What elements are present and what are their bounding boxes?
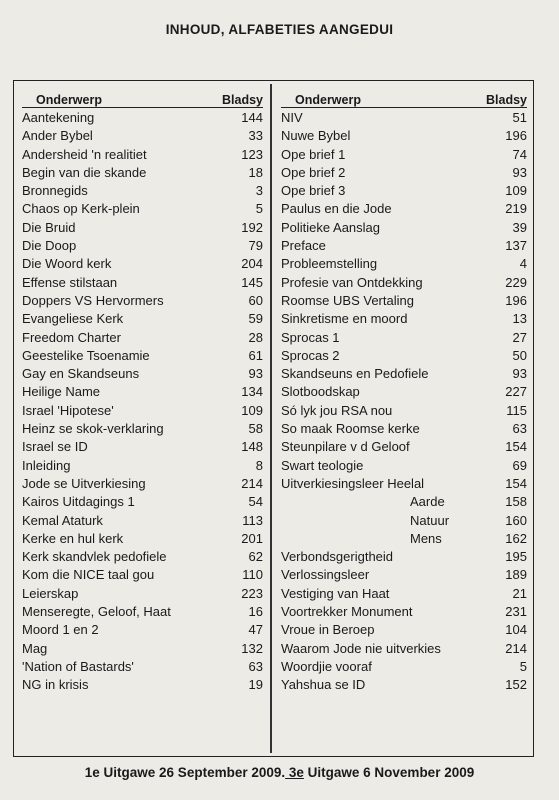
index-row xyxy=(22,310,263,328)
first-edition: 1e Uitgawe 26 September 2009. xyxy=(84,765,286,780)
index-row xyxy=(281,676,527,694)
page-number: 145 xyxy=(241,274,263,290)
topic-text: Natuur xyxy=(410,512,450,528)
left-column-header xyxy=(22,94,263,108)
page-number: 148 xyxy=(241,439,263,455)
page-number: 154 xyxy=(505,439,527,455)
index-row xyxy=(281,329,527,347)
topic-text: Jode se Uitverkiesing xyxy=(22,475,146,491)
index-row xyxy=(22,255,263,273)
index-row xyxy=(281,512,527,530)
index-row xyxy=(281,237,527,255)
page-number: 132 xyxy=(241,640,263,656)
topic-text: Uitverkiesingsleer Heelal xyxy=(281,475,425,491)
index-row xyxy=(22,512,263,530)
index-row xyxy=(22,383,263,401)
index-row xyxy=(281,420,527,438)
index-row xyxy=(281,621,527,639)
index-row xyxy=(281,475,527,493)
page-number: 27 xyxy=(512,329,527,345)
page-number: 79 xyxy=(248,238,263,254)
topic-text: Leierskap xyxy=(22,585,79,601)
page-number: 196 xyxy=(505,128,527,144)
topic-text: Profesie van Ontdekking xyxy=(281,274,423,290)
index-row xyxy=(281,585,527,603)
index-row xyxy=(22,621,263,639)
topic-text: Waarom Jode nie uitverkies xyxy=(281,640,441,656)
page-number: 214 xyxy=(505,640,527,656)
page-number: 93 xyxy=(248,366,263,382)
right-column-header xyxy=(281,94,527,108)
index-row xyxy=(281,457,527,475)
topic-text: Swart teologie xyxy=(281,457,364,473)
page-number: 16 xyxy=(248,604,263,620)
page-number: 93 xyxy=(512,366,527,382)
page-number: 144 xyxy=(241,110,263,125)
index-row xyxy=(22,146,263,164)
topic-text: Geestelike Tsoenamie xyxy=(22,347,150,363)
left-column xyxy=(22,94,263,695)
index-row xyxy=(22,566,263,584)
page-number: 21 xyxy=(512,585,527,601)
index-row xyxy=(22,164,263,182)
topic-text: Só lyk jou RSA nou xyxy=(281,402,393,418)
page-number: 104 xyxy=(505,622,527,638)
index-row xyxy=(22,548,263,566)
index-row xyxy=(22,493,263,511)
third-edition-number: 3e xyxy=(285,765,304,780)
page-number: 28 xyxy=(248,329,263,345)
topic-text: Verlossingsleer xyxy=(281,567,370,583)
topic-text: Effense stilstaan xyxy=(22,274,118,290)
topic-text: Gay en Skandseuns xyxy=(22,366,140,382)
page-number: 3 xyxy=(255,183,263,199)
topic-text: Aarde xyxy=(410,494,445,510)
page-number: 123 xyxy=(241,146,263,162)
topic-text: Heinz se skok-verklaring xyxy=(22,421,164,437)
page-number: 69 xyxy=(512,457,527,473)
index-row xyxy=(281,566,527,584)
page-number: 204 xyxy=(241,256,263,272)
topic-text: Bronnegids xyxy=(22,183,88,199)
topic-text: Ope brief 1 xyxy=(281,146,346,162)
index-row xyxy=(22,402,263,420)
topic-text: Israel se ID xyxy=(22,439,88,455)
topic-text: Kairos Uitdagings 1 xyxy=(22,494,135,510)
index-row xyxy=(22,292,263,310)
page-number: 154 xyxy=(505,475,527,491)
index-row xyxy=(22,219,263,237)
index-row xyxy=(281,365,527,383)
topic-text: Mag xyxy=(22,640,48,656)
page-number: 137 xyxy=(505,238,527,254)
topic-header: Onderwerp xyxy=(295,93,361,107)
page-title: INHOUD, ALFABETIES AANGEDUI xyxy=(165,22,394,37)
page-number: 189 xyxy=(505,567,527,583)
index-row xyxy=(22,365,263,383)
topic-text: Menseregte, Geloof, Haat xyxy=(22,604,171,620)
index-row xyxy=(22,200,263,218)
topic-text: Doppers VS Hervormers xyxy=(22,292,164,308)
page-number: 134 xyxy=(241,384,263,400)
page-number: 8 xyxy=(255,457,263,473)
topic-text: Kom die NICE taal gou xyxy=(22,567,155,583)
index-row xyxy=(22,457,263,475)
topic-text: Sprocas 1 xyxy=(281,329,340,345)
page-number: 61 xyxy=(248,347,263,363)
topic-text: Begin van die skande xyxy=(22,164,147,180)
index-row xyxy=(22,640,263,658)
index-row xyxy=(22,676,263,694)
index-row xyxy=(281,127,527,145)
page-number: 231 xyxy=(505,604,527,620)
topic-text: Heilige Name xyxy=(22,384,101,400)
page-header: Bladsy xyxy=(222,93,263,107)
index-row xyxy=(281,274,527,292)
topic-text: Ope brief 3 xyxy=(281,183,346,199)
topic-text: Probleemstelling xyxy=(281,256,378,272)
page-number: 160 xyxy=(505,512,527,528)
page-header: Bladsy xyxy=(486,93,527,107)
index-row xyxy=(22,420,263,438)
index-row xyxy=(22,109,263,127)
index-row xyxy=(22,658,263,676)
page-number: 33 xyxy=(248,128,263,144)
topic-text: Die Doop xyxy=(22,238,77,254)
page-number: 109 xyxy=(505,183,527,199)
right-rows xyxy=(281,109,527,695)
index-row xyxy=(22,237,263,255)
column-divider xyxy=(270,84,272,753)
page-number: 196 xyxy=(505,292,527,308)
index-row xyxy=(281,658,527,676)
page-number: 229 xyxy=(505,274,527,290)
page-number: 74 xyxy=(512,146,527,162)
topic-text: Politieke Aanslag xyxy=(281,219,381,235)
index-row xyxy=(281,402,527,420)
index-row xyxy=(281,347,527,365)
index-row xyxy=(281,292,527,310)
index-row xyxy=(22,438,263,456)
page-number: 115 xyxy=(506,402,527,418)
topic-text: Yahshua se ID xyxy=(281,677,366,693)
page-number: 39 xyxy=(512,219,527,235)
topic-text: Ander Bybel xyxy=(22,128,93,144)
page-number: 110 xyxy=(242,567,263,583)
page-number: 214 xyxy=(241,475,263,491)
topic-text: Inleiding xyxy=(22,457,71,473)
topic-text: Voortrekker Monument xyxy=(281,604,413,620)
page-number: 60 xyxy=(248,292,263,308)
topic-text: Chaos op Kerk-plein xyxy=(22,201,140,217)
index-row xyxy=(22,182,263,200)
page-number: 54 xyxy=(248,494,263,510)
index-row xyxy=(281,109,527,127)
topic-text: Andersheid 'n realitiet xyxy=(22,146,147,162)
topic-text: Freedom Charter xyxy=(22,329,121,345)
page-number: 4 xyxy=(519,256,527,272)
topic-text: Die Bruid xyxy=(22,219,76,235)
topic-text: Woordjie vooraf xyxy=(281,658,372,674)
third-edition: Uitgawe 6 November 2009 xyxy=(303,765,475,780)
topic-text: NIV xyxy=(281,110,303,125)
page-number: 227 xyxy=(505,384,527,400)
index-row xyxy=(22,274,263,292)
page-number: 162 xyxy=(505,530,527,546)
page-number: 63 xyxy=(512,421,527,437)
topic-text: 'Nation of Bastards' xyxy=(22,658,134,674)
page-number: 47 xyxy=(248,622,263,638)
topic-text: So maak Roomse kerke xyxy=(281,421,420,437)
index-row xyxy=(22,347,263,365)
page-number: 19 xyxy=(248,677,263,693)
index-row xyxy=(281,164,527,182)
page-number: 58 xyxy=(248,421,263,437)
page-number: 63 xyxy=(248,658,263,674)
index-row xyxy=(22,585,263,603)
topic-text: Slotboodskap xyxy=(281,384,360,400)
page-number: 158 xyxy=(505,494,527,510)
index-row xyxy=(281,603,527,621)
topic-text: Kemal Ataturk xyxy=(22,512,103,528)
topic-text: Vroue in Beroep xyxy=(281,622,375,638)
page-number: 192 xyxy=(241,219,263,235)
index-row xyxy=(281,255,527,273)
index-row xyxy=(281,310,527,328)
topic-text: Kerk skandvlek pedofiele xyxy=(22,549,167,565)
index-row xyxy=(281,530,527,548)
edition-footer xyxy=(0,765,559,780)
page-number: 195 xyxy=(505,549,527,565)
topic-text: Evangeliese Kerk xyxy=(22,311,124,327)
index-row xyxy=(281,548,527,566)
page-number: 152 xyxy=(505,677,527,693)
index-row xyxy=(281,146,527,164)
index-row xyxy=(22,127,263,145)
topic-text: Aantekening xyxy=(22,110,95,125)
topic-text: Nuwe Bybel xyxy=(281,128,351,144)
page-number: 113 xyxy=(242,512,263,528)
topic-text: Die Woord kerk xyxy=(22,256,112,272)
index-row xyxy=(281,200,527,218)
page-number: 13 xyxy=(512,311,527,327)
page-number: 62 xyxy=(248,549,263,565)
topic-text: Moord 1 en 2 xyxy=(22,622,99,638)
page-number: 93 xyxy=(512,164,527,180)
index-row xyxy=(22,475,263,493)
topic-text: Paulus en die Jode xyxy=(281,201,392,217)
topic-text: Kerke en hul kerk xyxy=(22,530,124,546)
page-number: 223 xyxy=(241,585,263,601)
page-number: 59 xyxy=(248,311,263,327)
index-row xyxy=(22,530,263,548)
index-row xyxy=(281,640,527,658)
topic-header: Onderwerp xyxy=(36,93,102,107)
topic-text: Sprocas 2 xyxy=(281,347,340,363)
page-number: 219 xyxy=(505,201,527,217)
page-number: 5 xyxy=(519,658,527,674)
topic-text: Ope brief 2 xyxy=(281,164,346,180)
page-number: 109 xyxy=(241,402,263,418)
index-row xyxy=(281,493,527,511)
topic-text: Mens xyxy=(410,530,442,546)
topic-text: Preface xyxy=(281,238,326,254)
left-rows xyxy=(22,109,263,695)
topic-text: Verbondsgerigtheid xyxy=(281,549,394,565)
page-number: 51 xyxy=(512,110,527,125)
topic-text: Steunpilare v d Geloof xyxy=(281,439,410,455)
topic-text: Skandseuns en Pedofiele xyxy=(281,366,429,382)
page-number: 201 xyxy=(241,530,263,546)
page-number: 5 xyxy=(255,201,263,217)
topic-text: Sinkretisme en moord xyxy=(281,311,408,327)
page-number: 50 xyxy=(512,347,527,363)
index-row xyxy=(281,383,527,401)
right-column xyxy=(281,94,527,695)
topic-text: NG in krisis xyxy=(22,677,89,693)
topic-text: Israel 'Hipotese' xyxy=(22,402,114,418)
index-row xyxy=(22,329,263,347)
index-row xyxy=(281,182,527,200)
page-number: 18 xyxy=(248,164,263,180)
index-row xyxy=(22,603,263,621)
topic-text: Roomse UBS Vertaling xyxy=(281,292,414,308)
topic-text: Vestiging van Haat xyxy=(281,585,390,601)
index-row xyxy=(281,219,527,237)
index-row xyxy=(281,438,527,456)
